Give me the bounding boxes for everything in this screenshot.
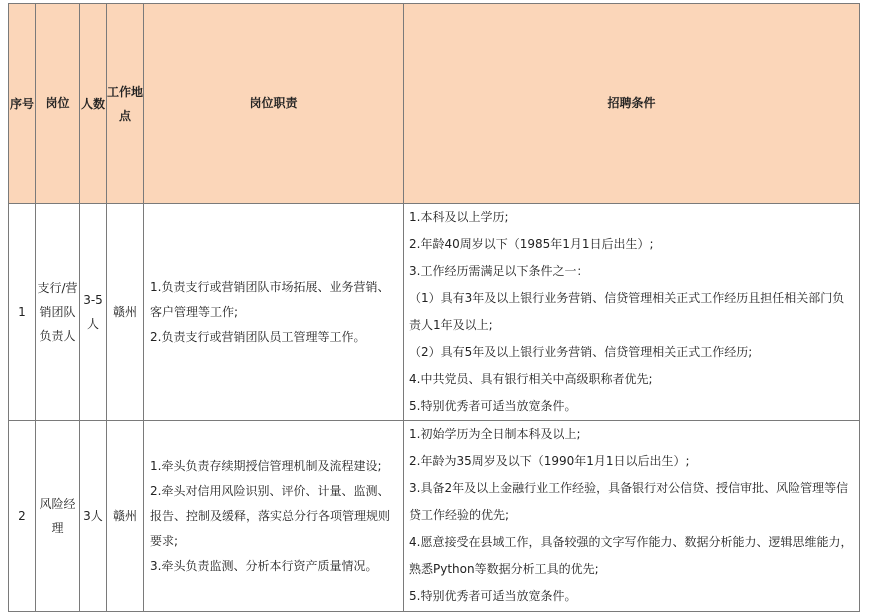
req-line: （2）具有5年及以上银行业务营销、信贷管理相关正式工作经历; — [409, 345, 753, 359]
req-line: 5.特别优秀者可适当放宽条件。 — [409, 399, 577, 413]
header-location: 工作地点 — [107, 4, 144, 204]
row-location: 赣州 — [107, 204, 144, 421]
row-position: 风险经理 — [36, 421, 80, 612]
duty-line: 2.负责支行或营销团队员工管理等工作。 — [150, 329, 366, 344]
req-line: （1）具有3年及以上银行业务营销、信贷管理相关正式工作经历且担任相关部门负责人1年及以上; — [409, 291, 845, 332]
table-row — [9, 204, 860, 421]
row-location: 赣州 — [107, 421, 144, 612]
row-position: 支行/营销团队负责人 — [36, 204, 80, 421]
duty-line: 2.牵头对信用风险识别、评价、计量、监测、报告、控制及缓释，落实总分行各项管理规则要求; — [150, 483, 391, 548]
row-duties — [144, 204, 404, 421]
row-requirements — [404, 421, 860, 612]
req-line: 2.年龄为35周岁及以下（1990年1月1日以后出生）; — [409, 454, 690, 468]
req-line: 4.愿意接受在县域工作，具备较强的文字写作能力、数据分析能力、逻辑思维能力，熟悉Python等数据分析工具的优先; — [409, 535, 853, 576]
recruitment-table — [8, 3, 860, 612]
duty-line: 1.牵头负责存续期授信管理机制及流程建设; — [150, 458, 382, 473]
header-requirements: 招聘条件 — [404, 4, 860, 204]
req-line: 5.特别优秀者可适当放宽条件。 — [409, 589, 577, 603]
req-line: 1.本科及以上学历; — [409, 210, 509, 224]
table-header-row — [9, 4, 860, 204]
req-line: 4.中共党员、具有银行相关中高级职称者优先; — [409, 372, 653, 386]
duty-line: 3.牵头负责监测、分析本行资产质量情况。 — [150, 558, 378, 573]
row-count: 3人 — [80, 421, 107, 612]
header-no: 序号 — [9, 4, 36, 204]
req-line: 3.工作经历需满足以下条件之一： — [409, 264, 589, 278]
header-duties: 岗位职责 — [144, 4, 404, 204]
row-requirements — [404, 204, 860, 421]
header-count: 人数 — [80, 4, 107, 204]
header-position: 岗位 — [36, 4, 80, 204]
row-no: 2 — [9, 421, 36, 612]
duty-line: 1.负责支行或营销团队市场拓展、业务营销、客户管理等工作; — [150, 279, 390, 319]
row-no: 1 — [9, 204, 36, 421]
table-row — [9, 421, 860, 612]
row-count: 3-5人 — [80, 204, 107, 421]
req-line: 2.年龄40周岁以下（1985年1月1日后出生）; — [409, 237, 654, 251]
row-duties — [144, 421, 404, 612]
req-line: 1.初始学历为全日制本科及以上; — [409, 427, 581, 441]
req-line: 3.具备2年及以上金融行业工作经验，具备银行对公信贷、授信审批、风险管理等信贷工作经验的优先; — [409, 481, 849, 522]
